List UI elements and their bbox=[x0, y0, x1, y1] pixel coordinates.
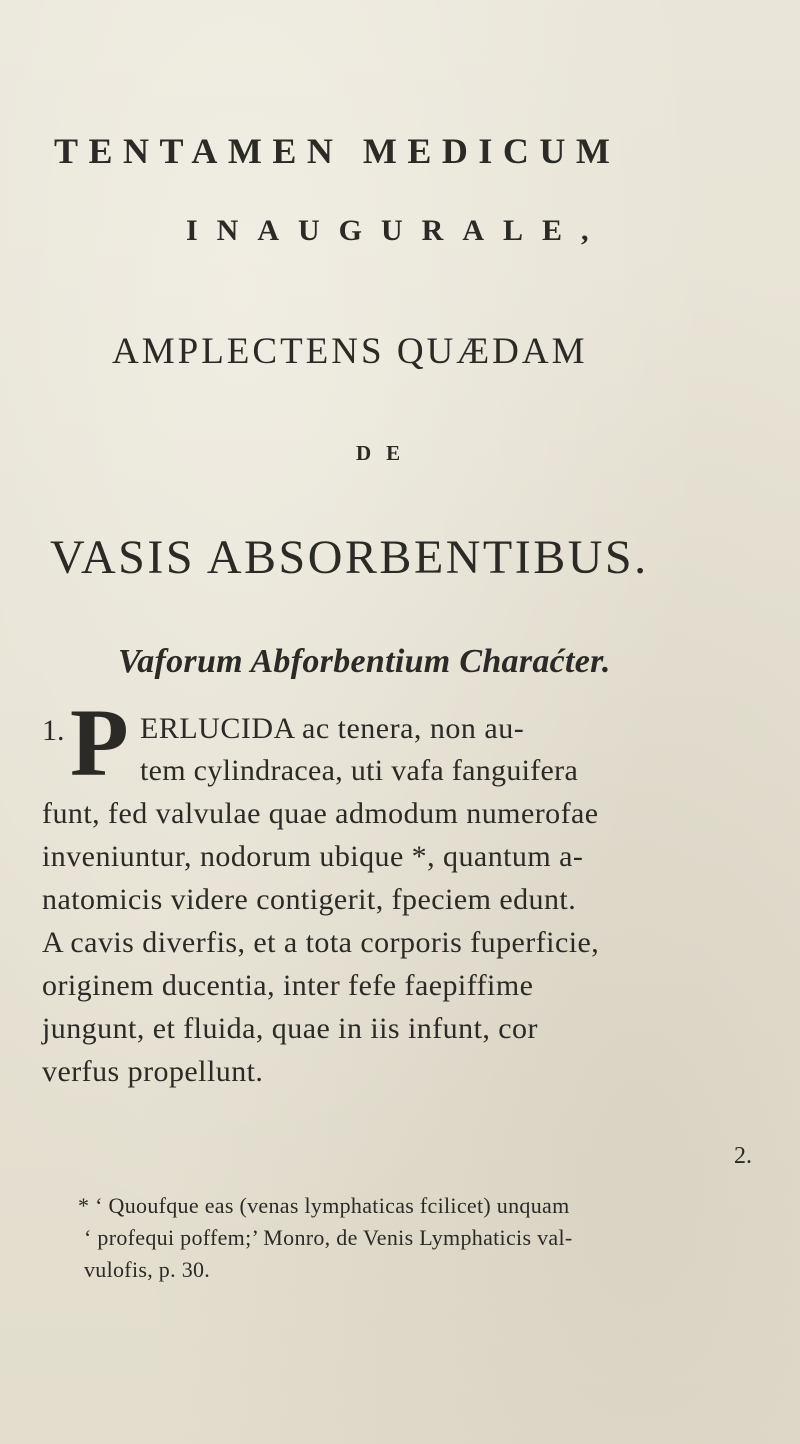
body-line: natomicis videre contigerit, fpeciem edunt. bbox=[42, 883, 577, 916]
title-line-inaugurale: INAUGURALE, bbox=[186, 214, 608, 247]
title-line-amplectens: AMPLECTENS QUÆDAM bbox=[112, 331, 588, 372]
body-line: funt, fed valvulae quae admodum numerofae bbox=[42, 797, 599, 830]
title-line-vasis: VASIS ABSORBENTIBUS. bbox=[50, 531, 649, 584]
footnote-line: ‘ profequi poffem;’ Monro, de Venis Lymphaticis val- bbox=[84, 1225, 573, 1250]
body-line: jungunt, et fluida, quae in iis infunt, cor bbox=[42, 1012, 538, 1045]
body-line: verfus propellunt. bbox=[42, 1055, 264, 1088]
body-line: ERLUCIDA ac tenera, non au- bbox=[140, 712, 525, 745]
footnote-line: vulofis, p. 30. bbox=[84, 1257, 211, 1282]
body-line: A cavis diverfis, et a tota corporis fuperficie, bbox=[42, 926, 600, 959]
drop-cap: P bbox=[70, 689, 129, 796]
body-line: originem ducentia, inter fefe faepiffime bbox=[42, 969, 534, 1002]
body-line: inveniuntur, nodorum ubique *, quantum a- bbox=[42, 840, 584, 873]
catchword: 2. bbox=[734, 1143, 752, 1169]
title-line-de: DE bbox=[356, 441, 416, 465]
title-line-tentamen: TENTAMEN MEDICUM bbox=[54, 131, 621, 171]
footnote-line: * ‘ Quoufque eas (venas lymphaticas fcilicet) unquam bbox=[78, 1193, 570, 1218]
paragraph-number: 1. bbox=[42, 714, 65, 747]
body-line: tem cylindracea, uti vafa fanguifera bbox=[140, 754, 579, 787]
section-heading: Vaforum Abforbentium Charaćter. bbox=[118, 643, 611, 680]
